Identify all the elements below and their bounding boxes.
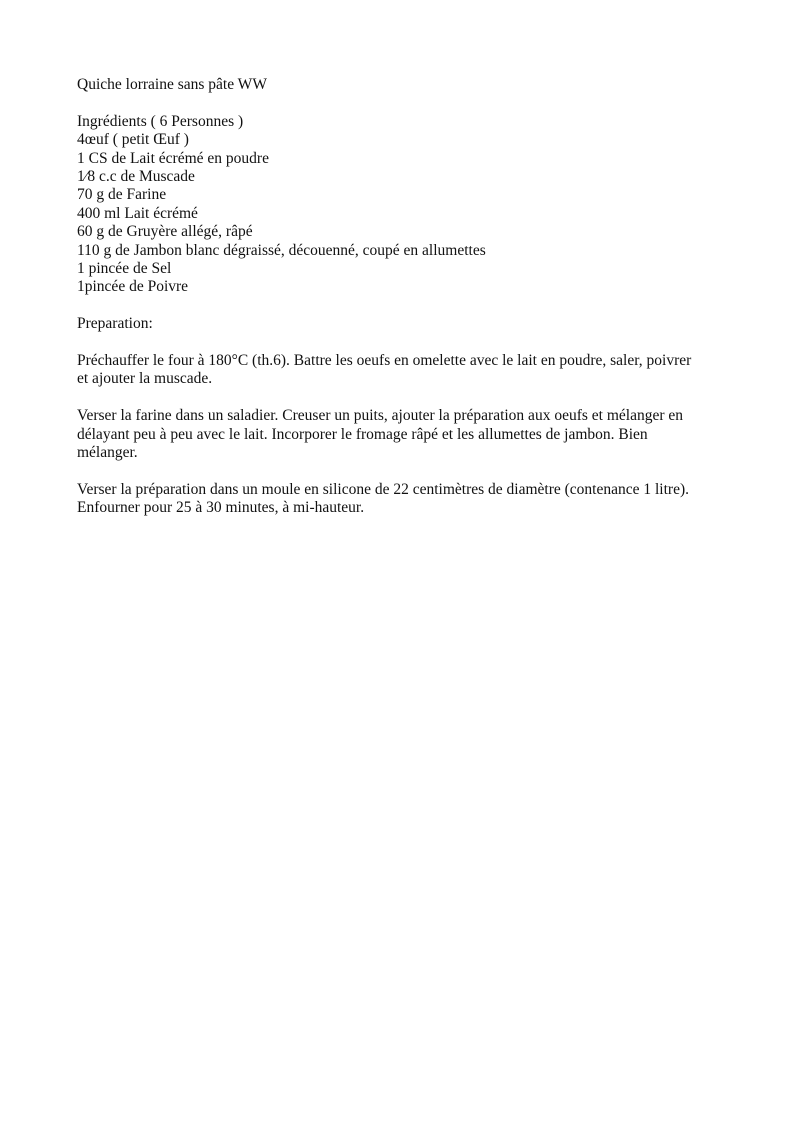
step-line: Enfourner pour 25 à 30 minutes, à mi-hauteur. bbox=[77, 499, 365, 517]
step-line: Verser la préparation dans un moule en silicone de 22 centimètres de diamètre (contenance 1 litre). bbox=[77, 480, 690, 498]
ingredient-item: 60 g de Gruyère allégé, râpé bbox=[77, 223, 253, 241]
spacer bbox=[77, 389, 727, 407]
ingredient-item: 1pincée de Poivre bbox=[77, 278, 189, 296]
ingredients-list bbox=[77, 131, 727, 297]
spacer bbox=[77, 462, 727, 480]
step-line: et ajouter la muscade. bbox=[77, 370, 213, 388]
preparation-heading: Preparation: bbox=[77, 315, 153, 333]
step-line: délayant peu à peu avec le lait. Incorporer le fromage râpé et les allumettes de jambon. Bien bbox=[77, 425, 648, 443]
step-line: Verser la farine dans un saladier. Creuser un puits, ajouter la préparation aux oeufs et mélanger en bbox=[77, 407, 683, 425]
spacer bbox=[77, 297, 727, 315]
spacer bbox=[77, 94, 727, 112]
ingredient-item: 400 ml Lait écrémé bbox=[77, 204, 198, 222]
recipe-title: Quiche lorraine sans pâte WW bbox=[77, 76, 267, 93]
preparation-step-3 bbox=[77, 481, 727, 518]
ingredient-item: 70 g de Farine bbox=[77, 186, 167, 204]
step-line: mélanger. bbox=[77, 444, 138, 462]
preparation-step-2 bbox=[77, 407, 727, 462]
ingredients-heading: Ingrédients ( 6 Personnes ) bbox=[77, 112, 244, 130]
ingredient-item: 1⁄8 c.c de Muscade bbox=[77, 168, 195, 186]
ingredient-item: 1 CS de Lait écrémé en poudre bbox=[77, 149, 269, 167]
document-page bbox=[77, 76, 727, 518]
ingredient-item: 4œuf ( petit Œuf ) bbox=[77, 131, 189, 149]
ingredient-item: 110 g de Jambon blanc dégraissé, découenné, coupé en allumettes bbox=[77, 241, 486, 259]
preparation-step-1 bbox=[77, 352, 727, 389]
ingredient-item: 1 pincée de Sel bbox=[77, 260, 172, 278]
spacer bbox=[77, 334, 727, 352]
step-line: Préchauffer le four à 180°C (th.6). Battre les oeufs en omelette avec le lait en poudre, saler, poivrer bbox=[77, 352, 692, 370]
